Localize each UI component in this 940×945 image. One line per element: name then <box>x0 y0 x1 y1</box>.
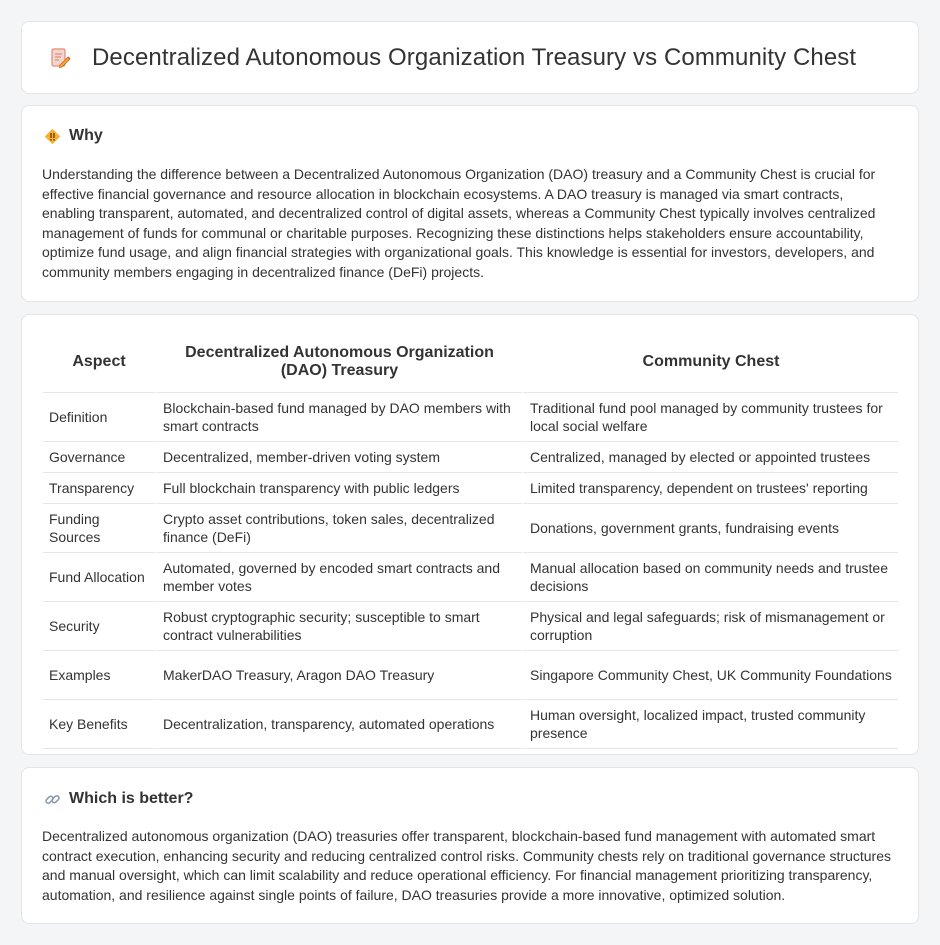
table-row <box>43 442 898 473</box>
better-header <box>44 790 193 808</box>
table-row <box>43 504 898 553</box>
row-chest-value: Physical and legal safeguards; risk of mismanagement or corruption <box>522 602 898 651</box>
row-chest-value: Human oversight, localized impact, trusted community presence <box>522 700 898 749</box>
row-chest-value: Manual allocation based on community needs and trustee decisions <box>522 553 898 602</box>
link-icon <box>44 791 61 808</box>
table-row <box>43 700 898 749</box>
table-row <box>43 602 898 651</box>
table-header-row <box>43 332 898 393</box>
row-chest-value: Limited transparency, dependent on trustees' reporting <box>522 473 898 504</box>
row-dao-value: Decentralized, member-driven voting system <box>155 442 522 473</box>
why-text: Understanding the difference between a Decentralized Autonomous Organization (DAO) treasury and a Community Chest is crucial for effective financial governance and resource allocation in blockchain ecosystems. A DAO treasury is managed via smart contracts, enabling transparent, automated, and decentralized control of digital assets, whereas a Community Chest typically involves centralized management of funds for communal or charitable purposes. Recognizing these distinctions helps stakeholders ensure accountability, optimize fund usage, and align financial strategies with organizational goals. This knowledge is essential for investors, developers, and community members engaging in decentralized finance (DeFi) projects. <box>42 166 876 280</box>
row-aspect: Examples <box>43 651 155 700</box>
header-dao-treasury: Decentralized Autonomous Organization (DAO) Treasury <box>155 332 522 393</box>
row-aspect: Fund Allocation <box>43 553 155 602</box>
row-dao-value: Robust cryptographic security; susceptible to smart contract vulnerabilities <box>155 602 522 651</box>
table-row <box>43 473 898 504</box>
table-row <box>43 393 898 442</box>
row-aspect: Funding Sources <box>43 504 155 553</box>
header-community-chest: Community Chest <box>522 332 898 393</box>
diamond-info-icon <box>44 128 61 145</box>
why-section <box>21 105 919 302</box>
row-aspect: Transparency <box>43 473 155 504</box>
row-dao-value: Automated, governed by encoded smart contracts and member votes <box>155 553 522 602</box>
row-dao-value: MakerDAO Treasury, Aragon DAO Treasury <box>155 651 522 700</box>
title-card <box>21 21 919 94</box>
better-title: Which is better? <box>69 790 194 807</box>
row-aspect: Key Benefits <box>43 700 155 749</box>
header-aspect: Aspect <box>43 332 155 393</box>
row-chest-value: Centralized, managed by elected or appointed trustees <box>522 442 898 473</box>
row-dao-value: Blockchain-based fund managed by DAO members with smart contracts <box>155 393 522 442</box>
comparison-table <box>43 332 898 749</box>
document-edit-icon <box>48 46 72 70</box>
table-row <box>43 651 898 700</box>
table-row <box>43 553 898 602</box>
row-aspect: Governance <box>43 442 155 473</box>
row-dao-value: Crypto asset contributions, token sales, decentralized finance (DeFi) <box>155 504 522 553</box>
row-dao-value: Full blockchain transparency with public ledgers <box>155 473 522 504</box>
row-chest-value: Traditional fund pool managed by community trustees for local social welfare <box>522 393 898 442</box>
row-dao-value: Decentralization, transparency, automated operations <box>155 700 522 749</box>
row-aspect: Definition <box>43 393 155 442</box>
why-header <box>44 127 103 145</box>
row-chest-value: Singapore Community Chest, UK Community Foundations <box>522 651 898 700</box>
why-title: Why <box>69 127 103 144</box>
row-chest-value: Donations, government grants, fundraising events <box>522 504 898 553</box>
page-title: Decentralized Autonomous Organization Treasury vs Community Chest <box>92 44 857 71</box>
better-text: Decentralized autonomous organization (DAO) treasuries offer transparent, blockchain-based fund management with automated smart contract execution, enhancing security and reducing centralized control risks. Community chests rely on traditional governance structures and manual oversight, which can limit scalability and reduce operational efficiency. For financial management prioritizing transparency, automation, and resilience against single points of failure, DAO treasuries provide a more innovative, optimized solution. <box>42 828 891 903</box>
row-aspect: Security <box>43 602 155 651</box>
comparison-section <box>21 314 919 755</box>
which-better-section <box>21 767 919 924</box>
